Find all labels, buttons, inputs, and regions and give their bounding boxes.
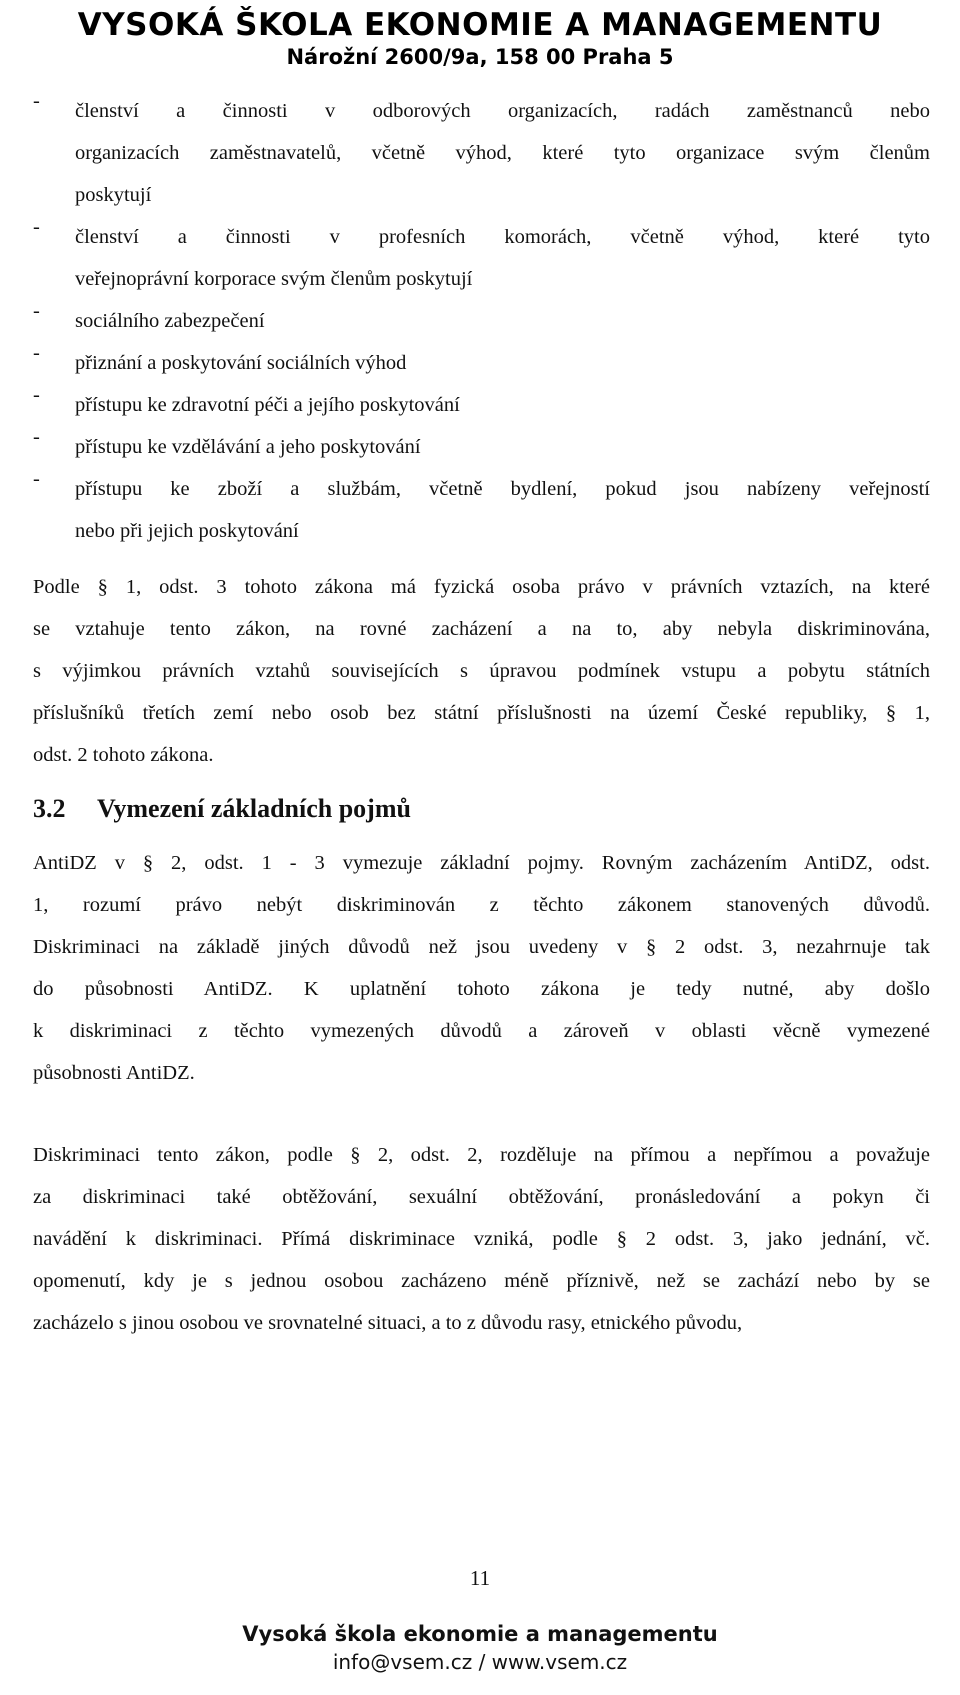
text-line: 1, rozumí právo nebýt diskriminován z těchto zákonem stanovených důvodů.: [33, 894, 930, 916]
list-item: [33, 90, 930, 216]
text-line: organizacích zaměstnavatelů, včetně výhod, které tyto organizace svým členům: [75, 142, 930, 164]
text-line: Diskriminaci na základě jiných důvodů než jsou uvedeny v § 2 odst. 3, nezahrnuje tak: [33, 936, 930, 958]
text-line: členství a činnosti v odborových organizacích, radách zaměstnanců nebo: [75, 100, 930, 122]
text-line: zacházelo s jinou osobou ve srovnatelné situaci, a to z důvodu rasy, etnického původu,: [33, 1312, 743, 1334]
text-line: navádění k diskriminaci. Přímá diskriminace vzniká, podle § 2 odst. 3, jako jednání, vč.: [33, 1228, 930, 1250]
list-dash: -: [33, 300, 40, 322]
list-item: [33, 216, 930, 300]
list-item-text: [75, 384, 930, 426]
text-line: členství a činnosti v profesních komorách, včetně výhod, které tyto: [75, 226, 930, 248]
text-line: poskytují: [75, 184, 152, 206]
list-dash: -: [33, 426, 40, 448]
list-item: [33, 342, 930, 384]
school-address: Nárožní 2600/9a, 158 00 Praha 5: [286, 45, 674, 69]
text-line: nebo při jejich poskytování: [75, 520, 299, 542]
paragraph-2: [33, 842, 930, 1094]
text-line: za diskriminaci také obtěžování, sexuální obtěžování, pronásledování a pokyn či: [33, 1186, 930, 1208]
text-line: s výjimkou právních vztahů souvisejících s úpravou podmínek vstupu a pobytu státních: [33, 660, 930, 682]
list-item-text: [75, 426, 930, 468]
footer-school: Vysoká škola ekonomie a managementu: [242, 1622, 718, 1646]
text-line: přístupu ke zboží a službám, včetně bydlení, pokud jsou nabízeny veřejností: [75, 478, 930, 500]
text-line: sociálního zabezpečení: [75, 310, 265, 332]
list-item: [33, 426, 930, 468]
text-line: odst. 2 tohoto zákona.: [33, 744, 214, 766]
list-dash: -: [33, 468, 40, 490]
list-item: [33, 384, 930, 426]
list-item: [33, 468, 930, 552]
list-dash: -: [33, 384, 40, 406]
text-line: přístupu ke zdravotní péči a jejího poskytování: [75, 394, 460, 416]
text-line: opomenutí, kdy je s jednou osobou zacházeno méně příznivě, než se zachází nebo by se: [33, 1270, 930, 1292]
text-line: Diskriminaci tento zákon, podle § 2, odst. 2, rozděluje na přímou a nepřímou a považuje: [33, 1144, 930, 1166]
list-item-text: [75, 468, 930, 552]
list-dash: -: [33, 90, 40, 112]
text-line: přístupu ke vzdělávání a jeho poskytování: [75, 436, 421, 458]
school-name: VYSOKÁ ŠKOLA EKONOMIE A MANAGEMENTU: [77, 7, 883, 43]
paragraph-1: [33, 566, 930, 776]
section-number: 3.2: [33, 794, 66, 823]
list-item-text: [75, 216, 930, 300]
bullet-list: [33, 90, 930, 552]
list-item-text: [75, 90, 930, 216]
list-item-text: [75, 342, 930, 384]
text-line: veřejnoprávní korporace svým členům poskytují: [75, 268, 473, 290]
text-line: Podle § 1, odst. 3 tohoto zákona má fyzická osoba právo v právních vztazích, na které: [33, 576, 930, 598]
text-line: k diskriminaci z těchto vymezených důvodů a zároveň v oblasti věcně vymezené: [33, 1020, 930, 1042]
footer-contact: info@vsem.cz / www.vsem.cz: [332, 1650, 628, 1674]
text-line: do působnosti AntiDZ. K uplatnění tohoto zákona je tedy nutné, aby došlo: [33, 978, 930, 1000]
list-item-text: [75, 300, 930, 342]
page-header: [0, 0, 960, 70]
text-line: se vztahuje tento zákon, na rovné zacházení a na to, aby nebyla diskriminována,: [33, 618, 930, 640]
section-title: Vymezení základních pojmů: [97, 794, 411, 823]
text-line: přiznání a poskytování sociálních výhod: [75, 352, 407, 374]
text-line: působnosti AntiDZ.: [33, 1062, 195, 1084]
list-dash: -: [33, 216, 40, 238]
list-dash: -: [33, 342, 40, 364]
document-body: [0, 90, 960, 1344]
paragraph-3: [33, 1134, 930, 1344]
section-heading: [33, 790, 930, 828]
page-number: 11: [469, 1566, 491, 1590]
list-item: [33, 300, 930, 342]
text-line: AntiDZ v § 2, odst. 1 - 3 vymezuje základní pojmy. Rovným zacházením AntiDZ, odst.: [33, 852, 930, 874]
text-line: příslušníků třetích zemí nebo osob bez státní příslušnosti na území České republiky, § 1,: [33, 702, 930, 724]
